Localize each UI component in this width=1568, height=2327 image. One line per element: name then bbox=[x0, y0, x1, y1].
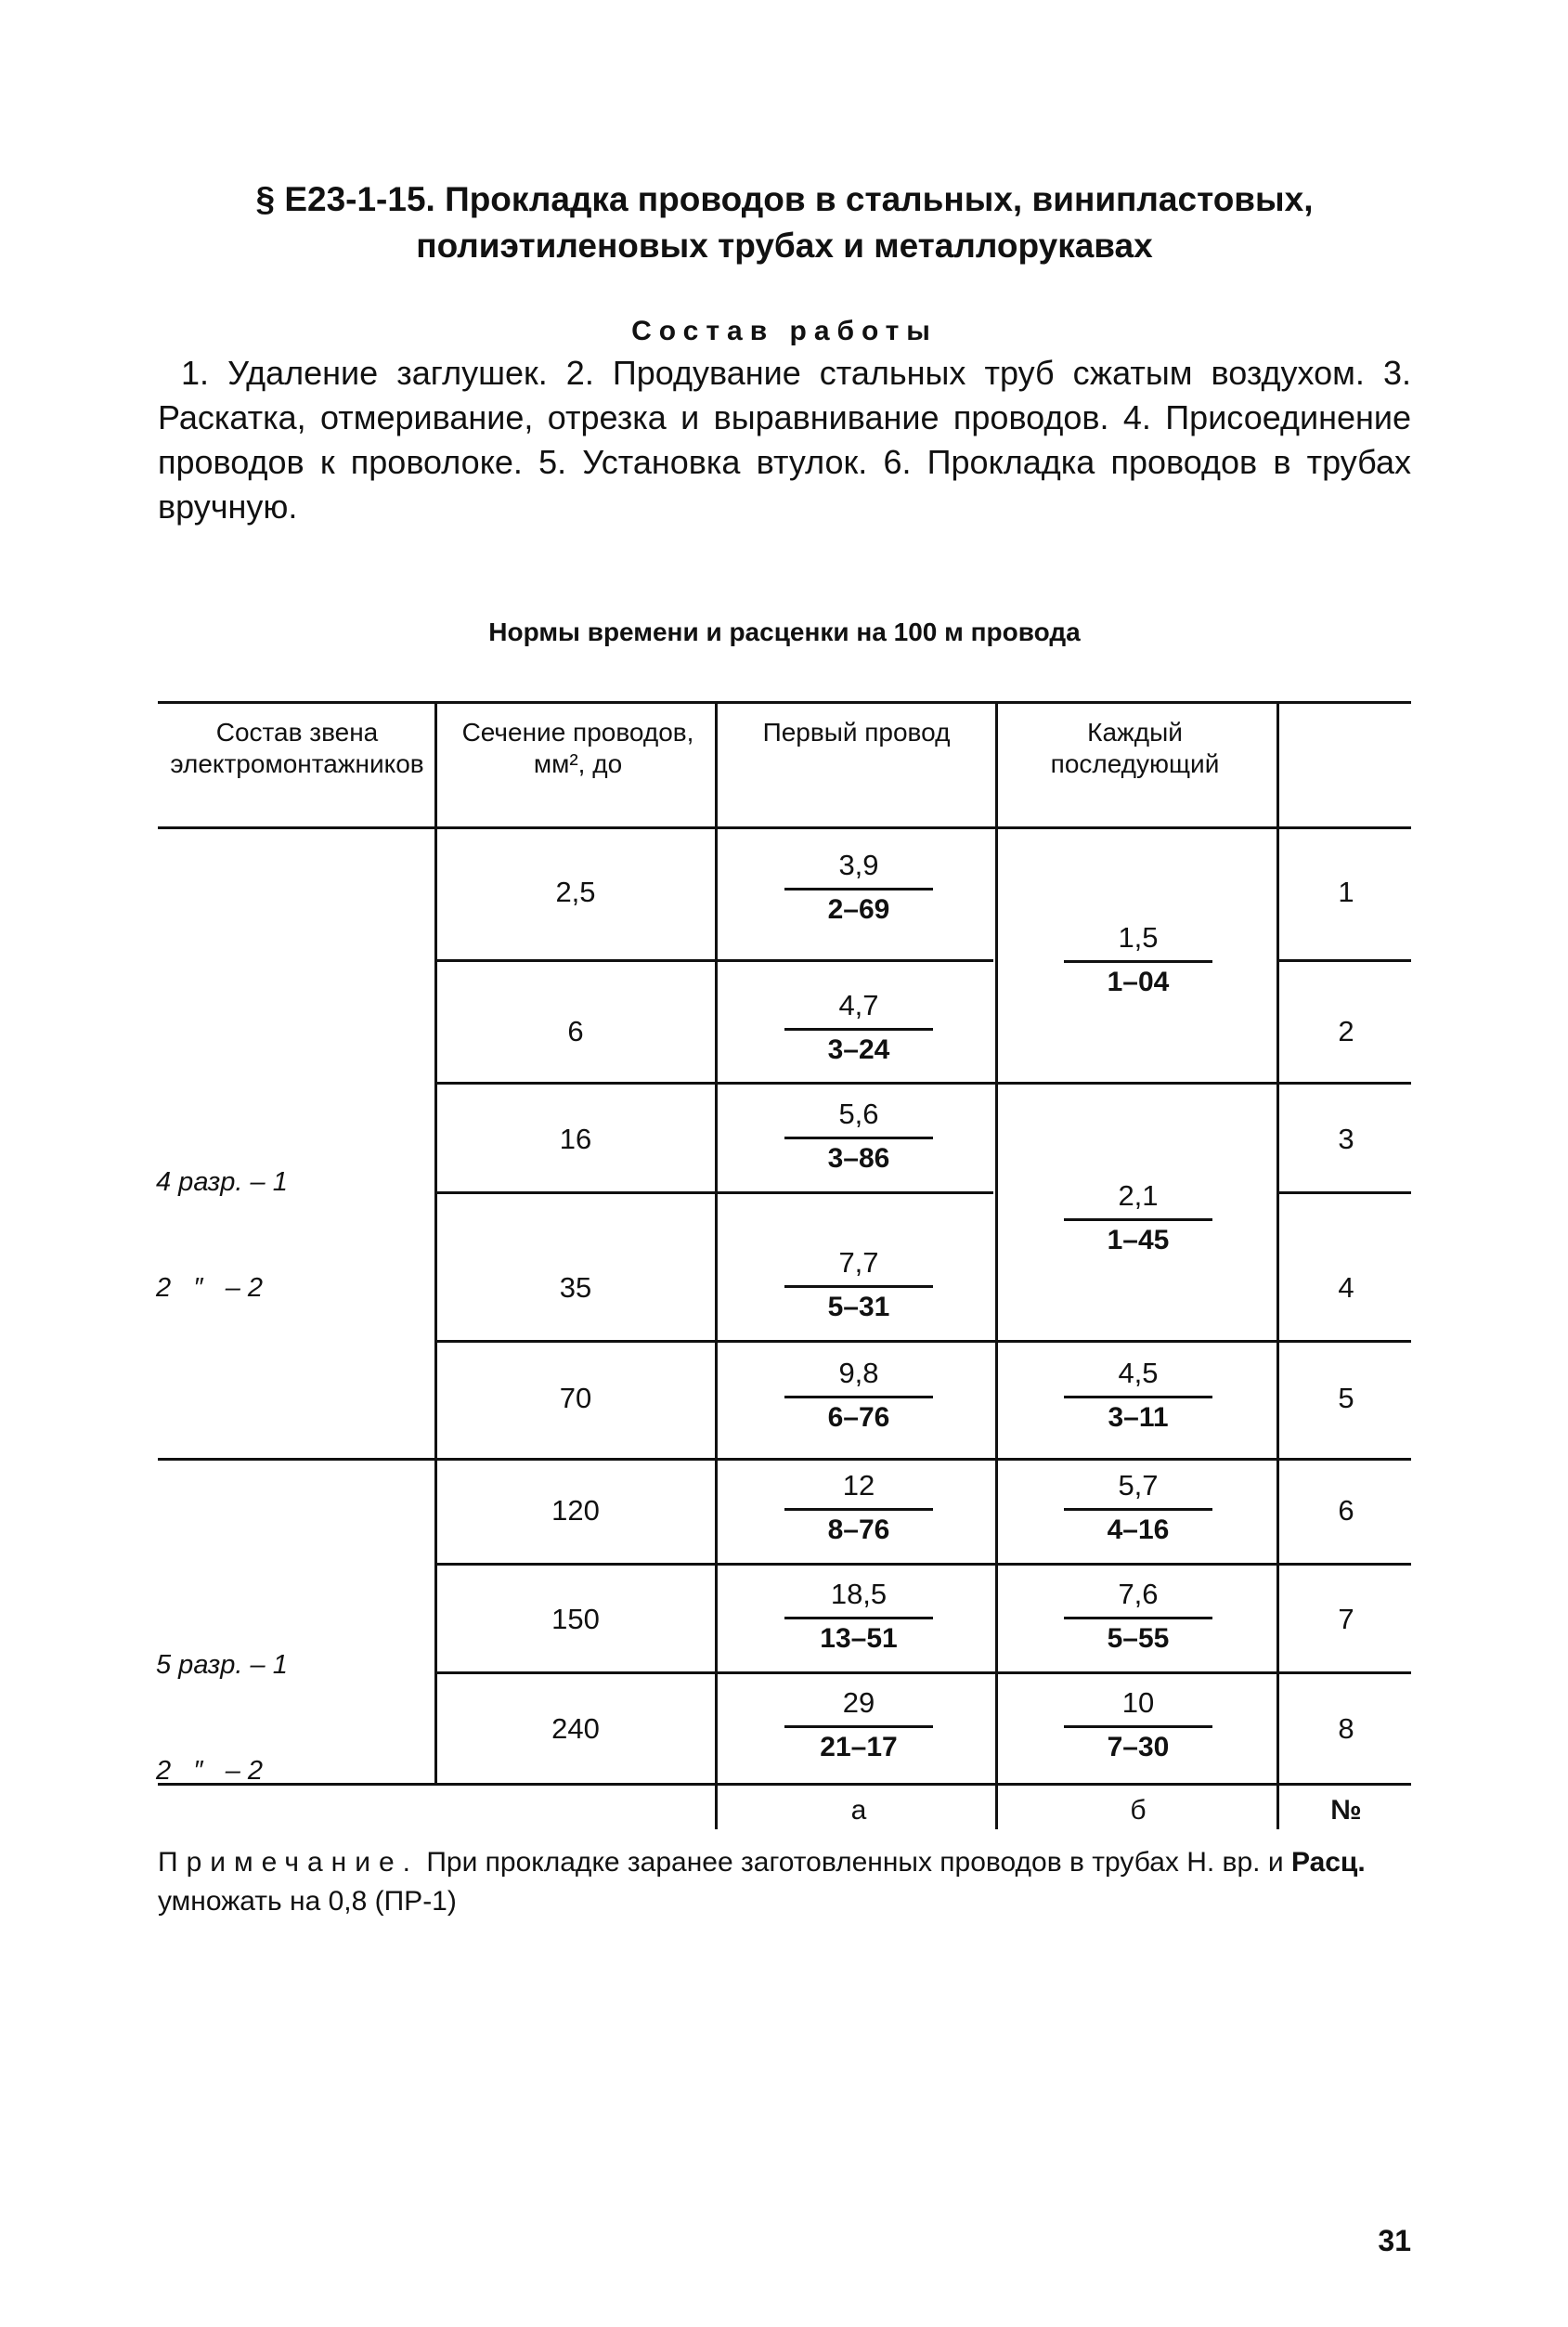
first-wire-value bbox=[784, 1244, 933, 1327]
row-number: 1 bbox=[1338, 876, 1354, 908]
time-norm: 1,5 bbox=[1064, 919, 1212, 963]
first-wire-value bbox=[784, 987, 933, 1070]
note-text-2: умножать на 0,8 (ПР-1) bbox=[158, 1886, 457, 1917]
time-norm: 18,5 bbox=[784, 1576, 933, 1619]
row-number: 6 bbox=[1338, 1494, 1354, 1527]
section-title bbox=[139, 176, 1430, 269]
col-rule bbox=[434, 701, 437, 1786]
rate: 13–51 bbox=[820, 1623, 898, 1654]
section-cell: 16 bbox=[559, 1123, 592, 1155]
row-number: 2 bbox=[1338, 1015, 1354, 1047]
crew-line: 2 ″ – 2 bbox=[156, 1273, 264, 1303]
page-number: 31 bbox=[1378, 2224, 1411, 2257]
work-description: 1. Удаление заглушек. 2. Продувание стальных труб сжатым воздухом. 3. Раскатка, отмеривание, отрезка и выравнивание проводов. 4. Присоединение проводов к проволоке. 5. Установка втулок. 6. Прокладка проводов в трубах вручную. bbox=[158, 354, 1411, 526]
rate: 3–86 bbox=[827, 1143, 890, 1174]
column-letter-b: б bbox=[1130, 1795, 1147, 1826]
each-wire-value bbox=[1064, 919, 1212, 1002]
crew-group-2 bbox=[156, 1577, 288, 1859]
time-norm: 10 bbox=[1064, 1684, 1212, 1728]
crew-line: 4 разр. – 1 bbox=[156, 1167, 288, 1197]
rate: 5–55 bbox=[1107, 1623, 1170, 1654]
time-norm: 29 bbox=[784, 1684, 933, 1728]
header-first: Первый провод bbox=[762, 718, 951, 747]
each-wire-value bbox=[1064, 1355, 1212, 1437]
header-bottom-rule bbox=[158, 826, 1411, 829]
work-heading: Состав работы bbox=[631, 316, 938, 346]
each-wire-value bbox=[1064, 1467, 1212, 1550]
section-title-line-2: полиэтиленовых трубах и металлорукавах bbox=[416, 227, 1153, 265]
rate: 4–16 bbox=[1107, 1514, 1170, 1545]
crew-line: 2 ″ – 2 bbox=[156, 1756, 264, 1786]
row-number: 3 bbox=[1338, 1123, 1354, 1155]
time-norm: 5,7 bbox=[1064, 1467, 1212, 1511]
section-cell: 2,5 bbox=[555, 876, 596, 908]
section-cell: 6 bbox=[567, 1015, 584, 1047]
note-text-1: При прокладке заранее заготовленных проводов в трубах Н. вр. и bbox=[426, 1847, 1291, 1878]
rate: 8–76 bbox=[827, 1514, 890, 1545]
row-rule bbox=[1276, 959, 1411, 962]
col-rule bbox=[995, 701, 998, 1829]
row-number: 8 bbox=[1338, 1712, 1354, 1745]
rate: 5–31 bbox=[827, 1292, 890, 1322]
row-rule bbox=[436, 1340, 1411, 1343]
table-title: Нормы времени и расценки на 100 м провода bbox=[488, 618, 1081, 646]
first-wire-value bbox=[784, 1096, 933, 1178]
time-norm: 2,1 bbox=[1064, 1177, 1212, 1221]
time-norm: 9,8 bbox=[784, 1355, 933, 1398]
group-divider-rule bbox=[158, 1458, 1411, 1461]
section-cell: 240 bbox=[551, 1712, 600, 1745]
first-wire-value bbox=[784, 1684, 933, 1767]
col-rule bbox=[1276, 701, 1279, 1829]
row-rule bbox=[436, 1563, 1411, 1566]
rate: 3–24 bbox=[827, 1034, 890, 1065]
row-rule bbox=[436, 1082, 1411, 1085]
row-number: 7 bbox=[1338, 1603, 1354, 1635]
section-cell: 70 bbox=[559, 1382, 592, 1414]
time-norm: 7,6 bbox=[1064, 1576, 1212, 1619]
each-wire-value bbox=[1064, 1684, 1212, 1767]
first-wire-value bbox=[784, 1355, 933, 1437]
column-letter-no: № bbox=[1330, 1795, 1362, 1826]
first-wire-value bbox=[784, 1576, 933, 1658]
time-norm: 4,7 bbox=[784, 987, 933, 1031]
rate: 7–30 bbox=[1107, 1732, 1170, 1762]
rate: 21–17 bbox=[820, 1732, 898, 1762]
table-bottom-rule bbox=[158, 1783, 1411, 1786]
header-each: Каждый последующий bbox=[1050, 718, 1220, 778]
time-norm: 4,5 bbox=[1064, 1355, 1212, 1398]
first-wire-value bbox=[784, 1467, 933, 1550]
crew-line: 5 разр. – 1 bbox=[156, 1650, 288, 1680]
row-rule bbox=[436, 1671, 1411, 1674]
section-cell: 35 bbox=[559, 1271, 592, 1304]
note-label: Примечание. bbox=[158, 1847, 419, 1878]
header-section: Сечение проводов, мм², до bbox=[461, 718, 694, 778]
time-norm: 12 bbox=[784, 1467, 933, 1511]
rate: 2–69 bbox=[827, 894, 890, 925]
time-norm: 7,7 bbox=[784, 1244, 933, 1288]
time-norm: 5,6 bbox=[784, 1096, 933, 1139]
rate: 1–04 bbox=[1107, 967, 1170, 997]
row-rule bbox=[1276, 1191, 1411, 1194]
row-number: 4 bbox=[1338, 1271, 1354, 1304]
column-letter-a: а bbox=[850, 1795, 867, 1826]
note bbox=[158, 1843, 1411, 1921]
rate: 1–45 bbox=[1107, 1225, 1170, 1255]
rate: 3–11 bbox=[1108, 1402, 1169, 1433]
first-wire-value bbox=[784, 847, 933, 930]
each-wire-value bbox=[1064, 1177, 1212, 1260]
row-number: 5 bbox=[1338, 1382, 1354, 1414]
note-bold: Расц. bbox=[1290, 1847, 1366, 1878]
each-wire-value bbox=[1064, 1576, 1212, 1658]
section-cell: 150 bbox=[551, 1603, 600, 1635]
table-top-rule bbox=[158, 701, 1411, 704]
col-rule bbox=[715, 701, 718, 1829]
time-norm: 3,9 bbox=[784, 847, 933, 890]
header-crew: Состав звена электромонтажников bbox=[170, 718, 424, 778]
section-cell: 120 bbox=[551, 1494, 600, 1527]
section-title-line-1: § Е23-1-15. Прокладка проводов в стальных, винипластовых, bbox=[255, 180, 1314, 218]
crew-group-1 bbox=[156, 1094, 288, 1376]
rate: 6–76 bbox=[827, 1402, 890, 1433]
